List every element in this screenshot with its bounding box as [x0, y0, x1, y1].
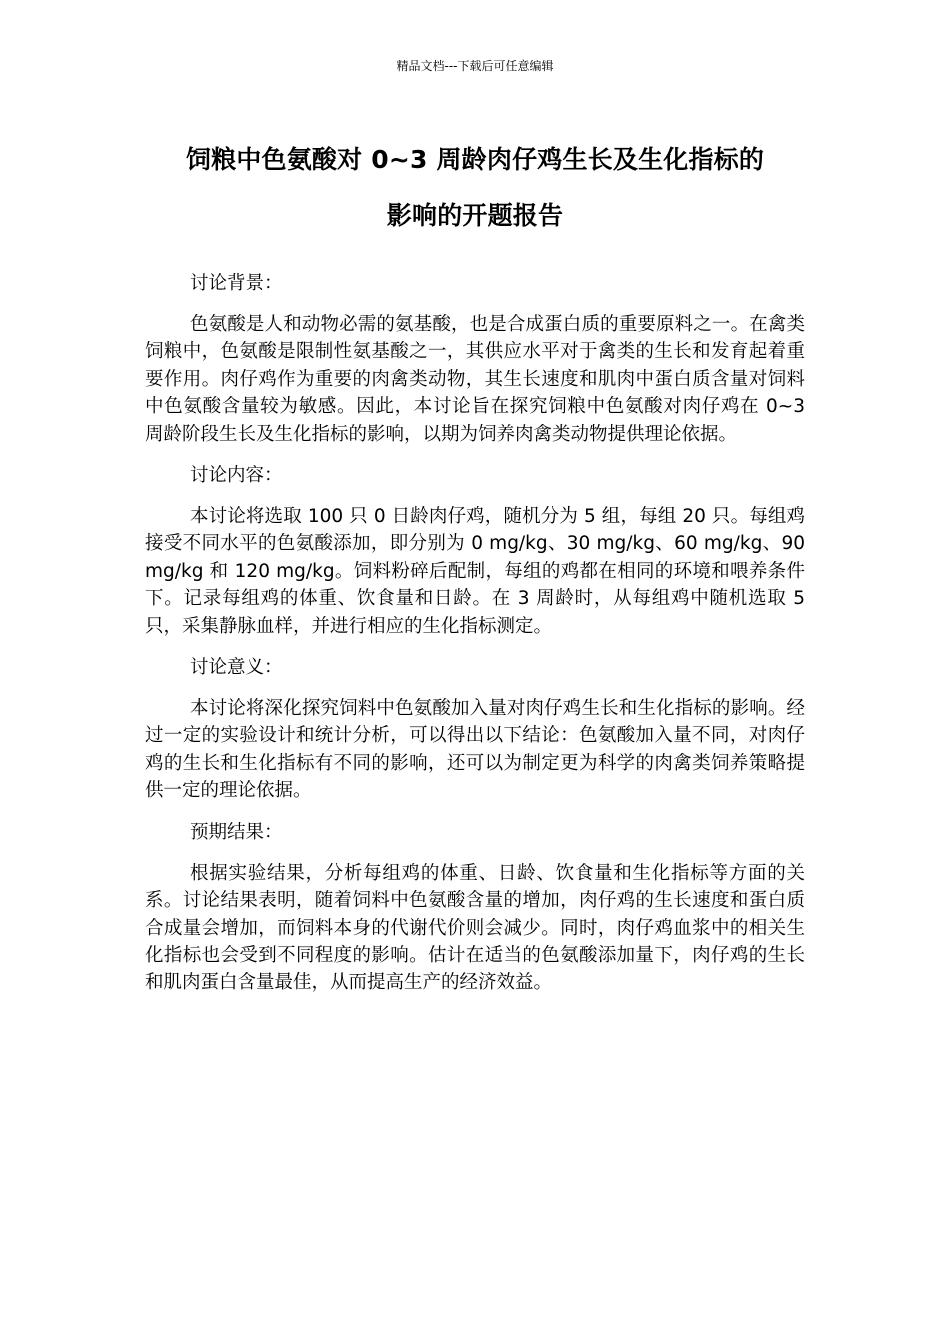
section-body-significance: 本讨论将深化探究饲料中色氨酸加入量对肉仔鸡生长和生化指标的影响。经过一定的实验设计和统计分析，可以得出以下结论：色氨酸加入量不同，对肉仔鸡的生长和生化指标有不同的影响，还可以为制定更为科学的肉禽类饲养策略提供一定的理论依据。	[145, 698, 805, 802]
section-heading-expected-results: 预期结果：	[190, 821, 283, 843]
title-line-1: 饲粮中色氨酸对 0~3 周龄肉仔鸡生长及生化指标的	[185, 145, 765, 174]
section-body-background: 色氨酸是人和动物必需的氨基酸，也是合成蛋白质的重要原料之一。在禽类饲粮中，色氨酸是限制性氨基酸之一，其供应水平对于禽类的生长和发育起着重要作用。肉仔鸡作为重要的肉禽类动物，其生长速度和肌肉中蛋白质含量对饲料中色氨酸含量较为敏感。因此，本讨论旨在探究饲粮中色氨酸对肉仔鸡在 0~3 周龄阶段生长及生化指标的影响，以期为饲养肉禽类动物提供理论依据。	[145, 314, 805, 445]
document-title	[145, 132, 805, 244]
section-body-expected-results: 根据实验结果，分析每组鸡的体重、日龄、饮食量和生化指标等方面的关系。讨论结果表明，随着饲料中色氨酸含量的增加，肉仔鸡的生长速度和蛋白质合成量会增加，而饲料本身的代谢代价则会减少。同时，肉仔鸡血浆中的相关生化指标也会受到不同程度的影响。估计在适当的色氨酸添加量下，肉仔鸡的生长和肌肉蛋白含量最佳，从而提高生产的经济效益。	[145, 862, 805, 994]
section-heading-significance: 讨论意义：	[190, 657, 283, 679]
title-line-2: 影响的开题报告	[386, 201, 564, 230]
page-header: 精品文档---下载后可任意编辑	[396, 59, 554, 73]
section-body-content: 本讨论将选取 100 只 0 日龄肉仔鸡，随机分为 5 组，每组 20 只。每组鸡接受不同水平的色氨酸添加，即分别为 0 mg/kg、30 mg/kg、60 mg/kg、90 mg/kg 和 120 mg/kg。饲料粉碎后配制，每组的鸡都在相同的环境和喂养条件下。记录每组鸡的体重、饮食量和日龄。在 3 周龄时，从每组鸡中随机选取 5 只，采集静脉血样，并进行相应的生化指标测定。	[145, 506, 805, 637]
section-heading-content: 讨论内容：	[190, 465, 283, 487]
section-heading-background: 讨论背景：	[190, 273, 283, 294]
document-body	[145, 270, 805, 1011]
